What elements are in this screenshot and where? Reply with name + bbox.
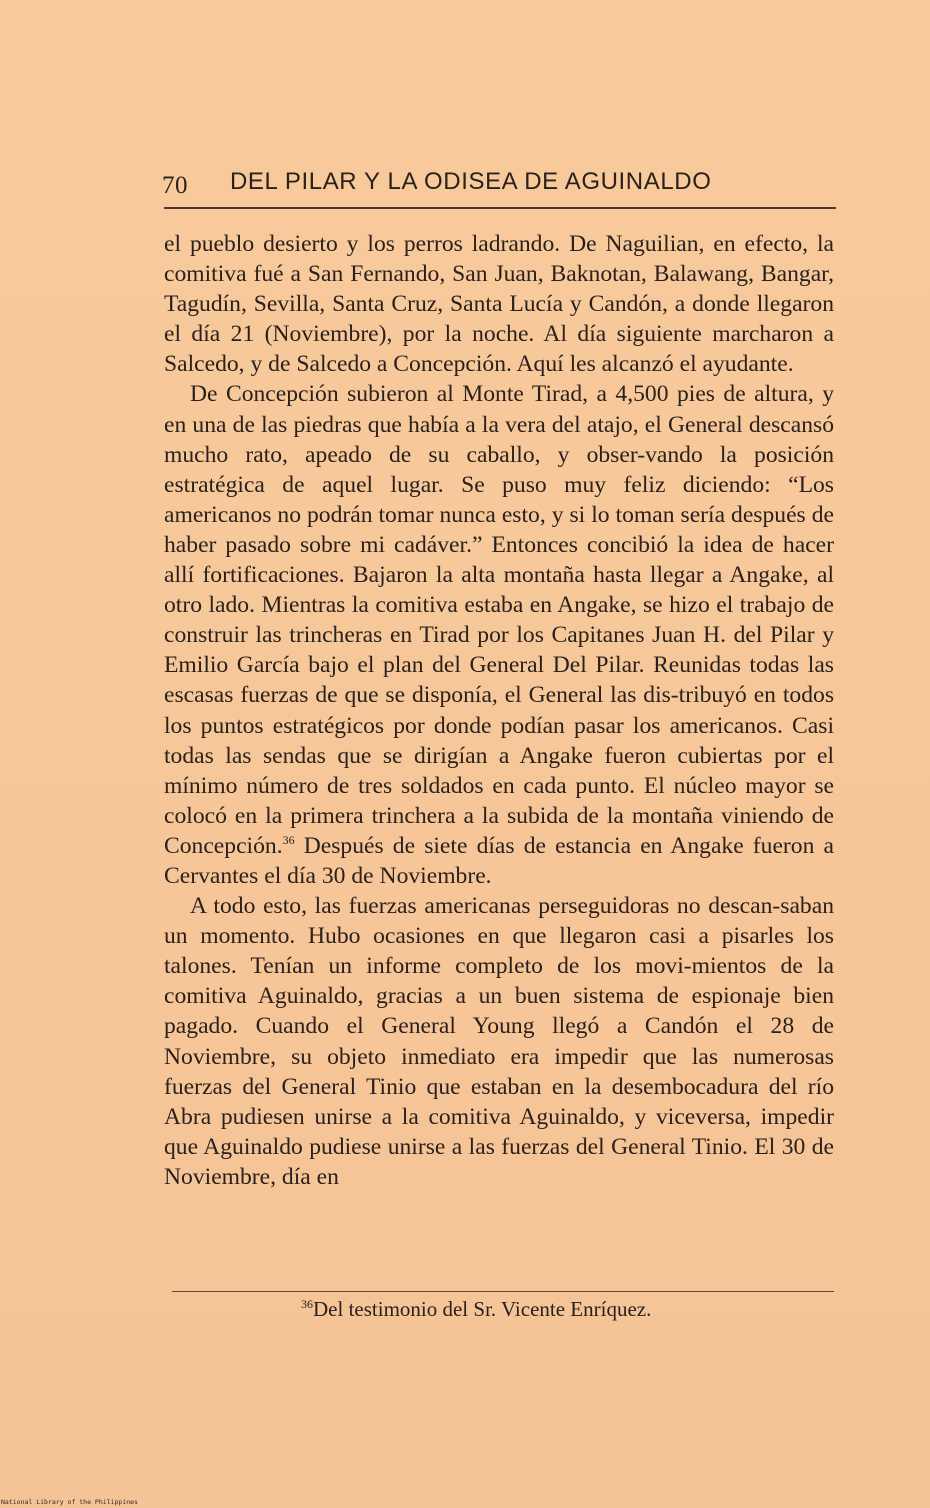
library-credit: National Library of the Philippines <box>1 1498 138 1506</box>
paragraph-2-continuation: Después de siete días de estancia en Angake fueron a Cervantes el día 30 de Noviembre. <box>164 832 834 889</box>
paragraph-2 <box>164 379 834 891</box>
page-header <box>162 166 837 206</box>
footnote-number: 36 <box>301 1297 313 1311</box>
footnote <box>301 1294 841 1324</box>
paragraph-1: el pueblo desierto y los perros ladrando. De Naguilian, en efecto, la comitiva fué a San Fernando, San Juan, Baknotan, Balawang, Bangar, Tagudín, Sevilla, Santa Cruz, Santa Lucía y Candón, a donde llegaron el día 21 (Noviembre), por la noche. Al día siguiente marcharon a Salcedo, y de Salcedo a Concepción. Aquí les alcanzó el ayudante. <box>164 231 834 378</box>
paragraph-3: A todo esto, las fuerzas americanas perseguidoras no descan-saban un momento. Hubo ocasiones en que llegaron casi a pisarles los talones. Tenían un informe completo de los movi-mientos de la comitiva Aguinaldo, gracias a un buen sistema de espionaje bien pagado. Cuando el General Young llegó a Candón el 28 de Noviembre, su objeto inmediato era impedir que las numerosas fuerzas del General Tinio que estaban en la desembocadura del río Abra pudiesen unirse a la comitiva Aguinaldo, y viceversa, impedir que Aguinaldo pudiese unirse a las fuerzas del General Tinio. El 30 de Noviembre, día en <box>164 893 834 1190</box>
body-text <box>164 229 834 1192</box>
running-title: DEL PILAR Y LA ODISEA DE AGUINALDO <box>230 168 712 195</box>
footnote-text: Del testimonio del Sr. Vicente Enríquez. <box>313 1297 652 1321</box>
footnote-reference: 36 <box>282 833 295 848</box>
header-rule <box>164 207 836 209</box>
footnote-rule <box>172 1291 834 1292</box>
paragraph-2-text: De Concepción subieron al Monte Tirad, a 4,500 pies de altura, y en una de las piedras que había a la vera del atajo, el General descansó mucho rato, apeado de su caballo, y obser-vando la posición estratégica de aquel lugar. Se puso muy feliz diciendo: “Los americanos no podrán tomar nunca esto, y si lo toman sería después de haber pasado sobre mi cadáver.” Entonces concibió la idea de hacer allí fortificaciones. Bajaron la alta montaña hasta llegar a Angake, al otro lado. Mientras la comitiva estaba en Angake, se hizo el trabajo de construir las trincheras en Tirad por los Capitanes Juan H. del Pilar y Emilio García bajo el plan del General Del Pilar. Reunidas todas las escasas fuerzas de que se disponía, el General las dis-tribuyó en todos los puntos estratégicos por donde podían pasar los americanos. Casi todas las sendas que se dirigían a Angake fueron cubiertas por el mínimo número de tres soldados en cada punto. El núcleo mayor se colocó en la primera trinchera a la subida de la montaña viniendo de Concepción. <box>164 381 834 859</box>
page-number: 70 <box>162 172 188 199</box>
